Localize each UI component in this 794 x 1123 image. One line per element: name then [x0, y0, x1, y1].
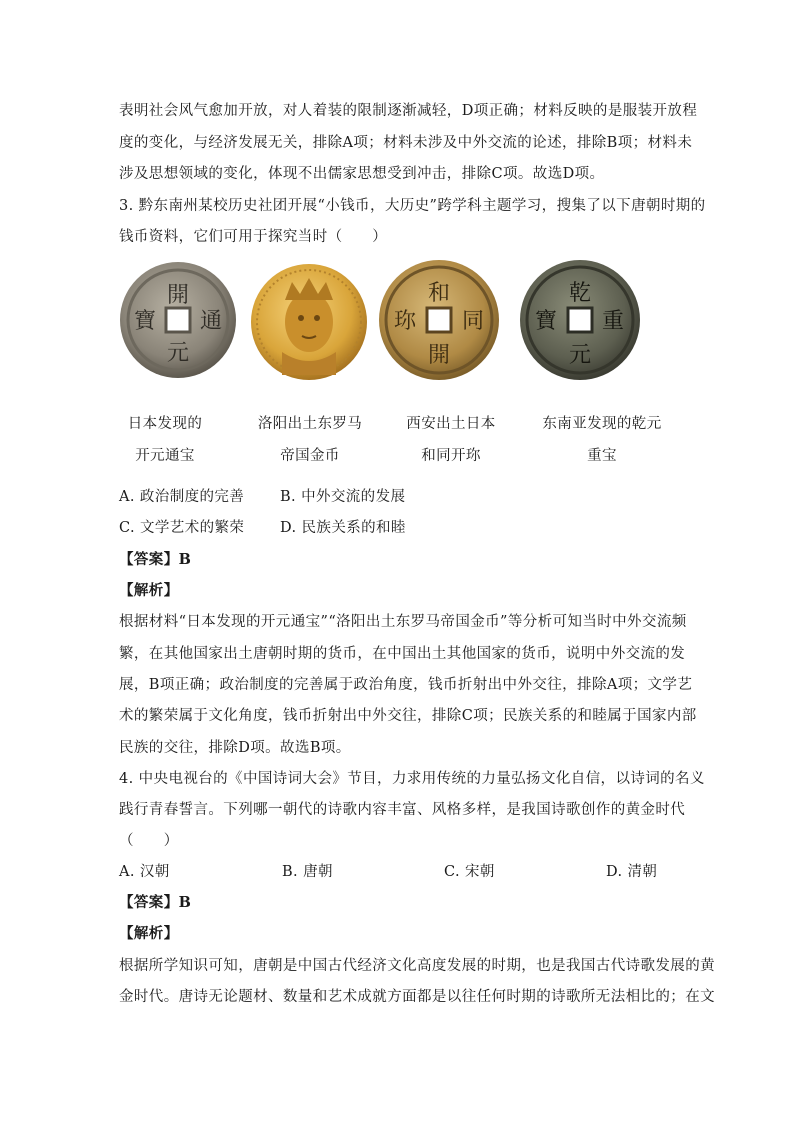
q4-option-c[interactable]: C. 宋朝: [444, 864, 495, 880]
coin1-caption-line-1: 日本发现的: [127, 416, 203, 432]
coin1-caption-line-2: 开元通宝: [135, 448, 195, 464]
coin4-glyph-bottom: 元: [568, 343, 592, 368]
prev-analysis-line-2: 度的变化，与经济发展无关，排除A项；材料未涉及中外交流的论述，排除B项；材料未: [119, 135, 693, 151]
question-4-stem-line-1: 4. 中央电视台的《中国诗词大会》节目，力求用传统的力量弘扬文化自信，以诗词的名义: [119, 771, 705, 787]
byzantine-gold-coin-image: [244, 260, 384, 380]
q3-option-b[interactable]: B. 中外交流的发展: [280, 489, 406, 505]
coin3-caption-line-1: 西安出土日本: [406, 416, 496, 432]
q4-option-b[interactable]: B. 唐朝: [282, 864, 333, 880]
question-4-stem-line-3: （ ）: [119, 833, 179, 849]
question-3-stem-line-1: 3. 黔东南州某校历史社团开展“小钱币，大历史”跨学科主题学习，搜集了以下唐朝时期的: [119, 198, 706, 214]
qianyuan-zhongbao-coin-image: [512, 260, 652, 380]
q3-answer: 【答案】B: [119, 551, 192, 568]
coin1-glyph-right: 通: [199, 309, 223, 334]
q4-option-a[interactable]: A. 汉朝: [119, 864, 170, 880]
coin2-caption-line-1: 洛阳出土东罗马: [257, 416, 363, 432]
q3-option-d[interactable]: D. 民族关系的和睦: [280, 520, 406, 536]
q3-option-c[interactable]: C. 文学艺术的繁荣: [119, 520, 245, 536]
coin1-glyph-top: 開: [166, 283, 190, 308]
prev-analysis-line-1: 表明社会风气愈加开放，对人着装的限制逐渐减轻，D项正确；材料反映的是服装开放程: [119, 103, 698, 119]
q4-option-d[interactable]: D. 清朝: [606, 864, 658, 880]
coin3-glyph-right: 同: [461, 309, 485, 334]
wado-kaichin-coin-image: [374, 260, 514, 380]
coin4-caption-line-1: 东南亚发现的乾元: [542, 416, 662, 432]
coin-images-row: [116, 260, 676, 390]
coin4-glyph-left: 寶: [534, 309, 558, 334]
prev-analysis-line-3: 涉及思想领域的变化，体现不出儒家思想受到冲击，排除C项。故选D项。: [119, 166, 605, 182]
coin4-caption-line-2: 重宝: [587, 448, 617, 464]
question-4-stem-line-2: 践行青春誓言。下列哪一朝代的诗歌内容丰富、风格多样，是我国诗歌创作的黄金时代: [119, 802, 686, 818]
coin3-glyph-left: 珎: [393, 309, 417, 334]
q4-answer: 【答案】B: [119, 894, 192, 911]
q3-analysis-label: 【解析】: [119, 582, 179, 599]
kaiyuan-tongbao-coin-image: [116, 260, 256, 380]
q4-analysis-label: 【解析】: [119, 925, 179, 942]
coin3-glyph-bottom: 開: [427, 343, 451, 368]
q3-analysis-line-3: 展，B项正确；政治制度的完善属于政治角度，钱币折射出中外交往，排除A项；文学艺: [119, 677, 693, 693]
coin1-glyph-left: 寶: [133, 309, 157, 334]
q3-option-a[interactable]: A. 政治制度的完善: [119, 489, 245, 505]
question-3-stem-line-2: 钱币资料，它们可用于探究当时（ ）: [119, 229, 388, 245]
q4-analysis-line-1: 根据所学知识可知，唐朝是中国古代经济文化高度发展的时期，也是我国古代诗歌发展的黄: [119, 958, 715, 974]
coin2-caption-line-2: 帝国金币: [280, 448, 340, 464]
coin4-glyph-top: 乾: [568, 281, 592, 306]
q3-analysis-line-5: 民族的交往，排除D项。故选B项。: [119, 740, 351, 756]
q3-analysis-line-2: 繁，在其他国家出土唐朝时期的货币，在中国出土其他国家的货币，说明中外交流的发: [119, 646, 686, 662]
coin3-glyph-top: 和: [427, 281, 451, 306]
q3-analysis-line-4: 术的繁荣属于文化角度，钱币折射出中外交往，排除C项；民族关系的和睦属于国家内部: [119, 708, 697, 724]
coin3-caption-line-2: 和同开珎: [421, 448, 481, 464]
q4-analysis-line-2: 金时代。唐诗无论题材、数量和艺术成就方面都是以往任何时期的诗歌所无法相比的；在文: [119, 989, 715, 1005]
coin4-glyph-right: 重: [601, 309, 625, 334]
coin1-glyph-bottom: 元: [166, 341, 190, 366]
q3-analysis-line-1: 根据材料“日本发现的开元通宝”“洛阳出土东罗马帝国金币”等分析可知当时中外交流频: [119, 614, 687, 630]
